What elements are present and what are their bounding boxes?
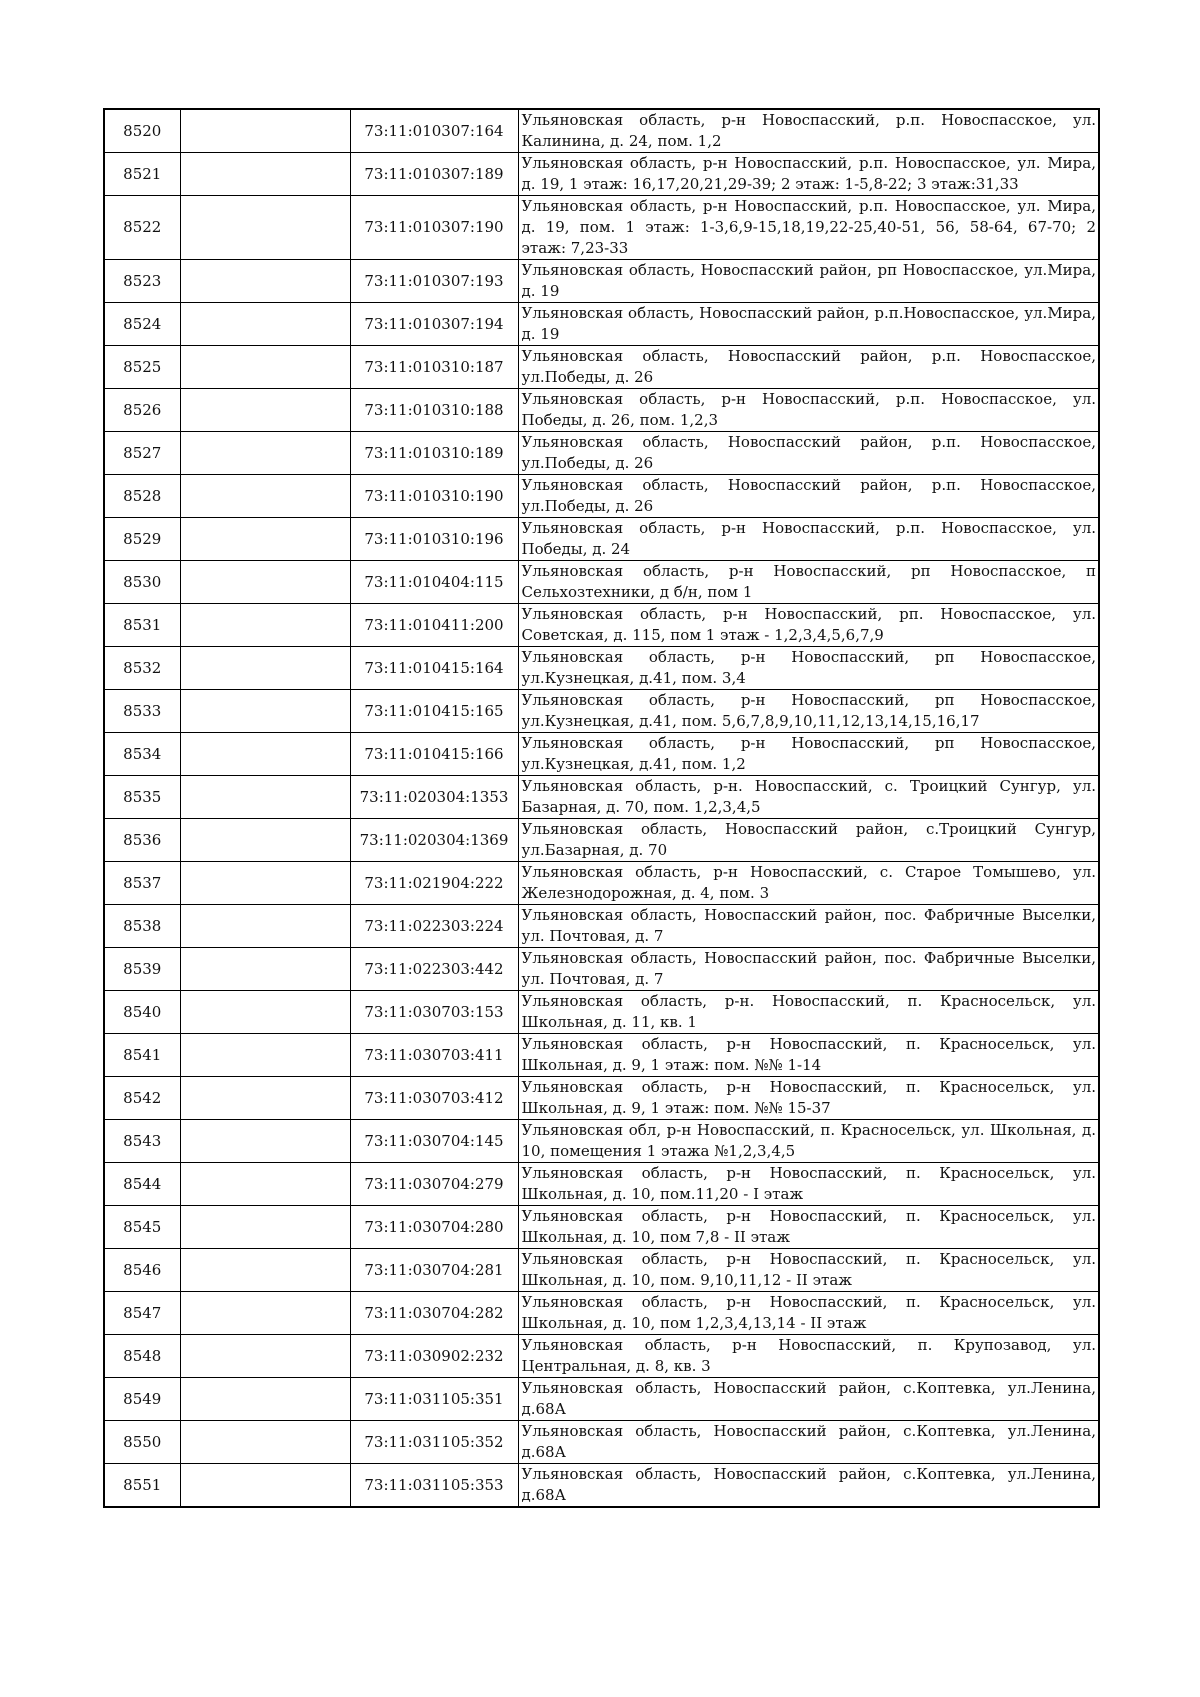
table-row [104, 260, 1099, 303]
address-cell: Ульяновская область, р-н Новоспасский, р.п. Новоспасское, ул. Калинина, д. 24, пом. 1,2 [518, 109, 1099, 153]
table-row [104, 389, 1099, 432]
table-row [104, 561, 1099, 604]
empty-cell [180, 518, 350, 561]
cadastral-number-cell: 73:11:010310:187 [350, 346, 518, 389]
table-row [104, 346, 1099, 389]
empty-cell [180, 346, 350, 389]
table-row [104, 1034, 1099, 1077]
row-number-cell: 8527 [104, 432, 180, 475]
address-cell: Ульяновская область, р-н Новоспасский, рп Новоспасское, п Сельхозтехники, д б/н, пом 1 [518, 561, 1099, 604]
table-row [104, 647, 1099, 690]
cadastral-number-cell: 73:11:030704:145 [350, 1120, 518, 1163]
row-number-cell: 8528 [104, 475, 180, 518]
empty-cell [180, 862, 350, 905]
cadastral-number-cell: 73:11:030703:153 [350, 991, 518, 1034]
row-number-cell: 8537 [104, 862, 180, 905]
cadastral-number-cell: 73:11:030704:282 [350, 1292, 518, 1335]
address-cell: Ульяновская область, Новоспасский район, с.Коптевка, ул.Ленина, д.68А [518, 1464, 1099, 1508]
cadastral-number-cell: 73:11:010415:166 [350, 733, 518, 776]
table-row [104, 1249, 1099, 1292]
table-row [104, 1163, 1099, 1206]
address-cell: Ульяновская область, р-н Новоспасский, с. Старое Томышево, ул. Железнодорожная, д. 4, пом. 3 [518, 862, 1099, 905]
empty-cell [180, 819, 350, 862]
table-row [104, 1421, 1099, 1464]
cadastral-number-cell: 73:11:010307:193 [350, 260, 518, 303]
address-cell: Ульяновская область, Новоспасский район, р.п.Новоспасское, ул.Мира, д. 19 [518, 303, 1099, 346]
empty-cell [180, 1292, 350, 1335]
cadastral-number-cell: 73:11:010415:165 [350, 690, 518, 733]
address-cell: Ульяновская область, Новоспасский район, с.Коптевка, ул.Ленина, д.68А [518, 1378, 1099, 1421]
empty-cell [180, 1249, 350, 1292]
cadastral-number-cell: 73:11:010310:196 [350, 518, 518, 561]
address-cell: Ульяновская область, р-н Новоспасский, рп Новоспасское, ул.Кузнецкая, д.41, пом. 1,2 [518, 733, 1099, 776]
address-cell: Ульяновская область, р-н Новоспасский, р.п. Новоспасское, ул. Мира, д. 19, 1 этаж: 16,17,20,21,29-39; 2 этаж: 1-5,8-22; 3 этаж:31,33 [518, 153, 1099, 196]
table-row [104, 1378, 1099, 1421]
address-cell: Ульяновская область, р-н Новоспасский, рп Новоспасское, ул.Кузнецкая, д.41, пом. 5,6,7,8,9,10,11,12,13,14,15,16,17 [518, 690, 1099, 733]
cadastral-number-cell: 73:11:010307:164 [350, 109, 518, 153]
row-number-cell: 8544 [104, 1163, 180, 1206]
row-number-cell: 8551 [104, 1464, 180, 1508]
row-number-cell: 8533 [104, 690, 180, 733]
address-cell: Ульяновская обл, р-н Новоспасский, п. Красносельск, ул. Школьная, д. 10, помещения 1 этажа №1,2,3,4,5 [518, 1120, 1099, 1163]
row-number-cell: 8540 [104, 991, 180, 1034]
address-cell: Ульяновская область, Новоспасский район, рп Новоспасское, ул.Мира, д. 19 [518, 260, 1099, 303]
table-row [104, 991, 1099, 1034]
table-row [104, 109, 1099, 153]
address-cell: Ульяновская область, Новоспасский район, с.Коптевка, ул.Ленина, д.68А [518, 1421, 1099, 1464]
address-cell: Ульяновская область, р-н Новоспасский, п. Красносельск, ул. Школьная, д. 9, 1 этаж: пом. №№ 15-37 [518, 1077, 1099, 1120]
address-cell: Ульяновская область, Новоспасский район, с.Троицкий Сунгур, ул.Базарная, д. 70 [518, 819, 1099, 862]
empty-cell [180, 690, 350, 733]
row-number-cell: 8524 [104, 303, 180, 346]
cadastral-number-cell: 73:11:030703:411 [350, 1034, 518, 1077]
cadastral-number-cell: 73:11:021904:222 [350, 862, 518, 905]
cadastral-number-cell: 73:11:010411:200 [350, 604, 518, 647]
row-number-cell: 8521 [104, 153, 180, 196]
address-cell: Ульяновская область, р-н. Новоспасский, с. Троицкий Сунгур, ул. Базарная, д. 70, пом. 1,2,3,4,5 [518, 776, 1099, 819]
address-cell: Ульяновская область, Новоспасский район, р.п. Новоспасское, ул.Победы, д. 26 [518, 475, 1099, 518]
address-cell: Ульяновская область, р-н Новоспасский, р.п. Новоспасское, ул. Победы, д. 24 [518, 518, 1099, 561]
cadastral-number-cell: 73:11:010307:194 [350, 303, 518, 346]
cadastral-number-cell: 73:11:010415:164 [350, 647, 518, 690]
cadastral-number-cell: 73:11:010310:188 [350, 389, 518, 432]
cadastral-number-cell: 73:11:010404:115 [350, 561, 518, 604]
table-row [104, 862, 1099, 905]
empty-cell [180, 991, 350, 1034]
cadastral-number-cell: 73:11:020304:1369 [350, 819, 518, 862]
empty-cell [180, 905, 350, 948]
table-row [104, 733, 1099, 776]
row-number-cell: 8549 [104, 1378, 180, 1421]
table-row [104, 1077, 1099, 1120]
table-row [104, 776, 1099, 819]
row-number-cell: 8526 [104, 389, 180, 432]
cadastral-number-cell: 73:11:030704:279 [350, 1163, 518, 1206]
row-number-cell: 8550 [104, 1421, 180, 1464]
table-row [104, 432, 1099, 475]
empty-cell [180, 260, 350, 303]
cadastral-number-cell: 73:11:020304:1353 [350, 776, 518, 819]
row-number-cell: 8546 [104, 1249, 180, 1292]
row-number-cell: 8536 [104, 819, 180, 862]
empty-cell [180, 647, 350, 690]
table-row [104, 1464, 1099, 1508]
cadastral-number-cell: 73:11:031105:352 [350, 1421, 518, 1464]
address-cell: Ульяновская область, р-н Новоспасский, п. Крупозавод, ул. Центральная, д. 8, кв. 3 [518, 1335, 1099, 1378]
table-body [104, 109, 1099, 1507]
row-number-cell: 8542 [104, 1077, 180, 1120]
empty-cell [180, 1421, 350, 1464]
row-number-cell: 8523 [104, 260, 180, 303]
table-row [104, 604, 1099, 647]
row-number-cell: 8531 [104, 604, 180, 647]
row-number-cell: 8548 [104, 1335, 180, 1378]
row-number-cell: 8520 [104, 109, 180, 153]
address-cell: Ульяновская область, р-н. Новоспасский, п. Красносельск, ул. Школьная, д. 11, кв. 1 [518, 991, 1099, 1034]
empty-cell [180, 1077, 350, 1120]
address-cell: Ульяновская область, р-н Новоспасский, р.п. Новоспасское, ул. Мира, д. 19, пом. 1 этаж: 1-3,6,9-15,18,19,22-25,40-51, 56, 58-64, 67-70; 2 этаж: 7,23-33 [518, 196, 1099, 260]
table-row [104, 303, 1099, 346]
table-row [104, 1206, 1099, 1249]
table-row [104, 1120, 1099, 1163]
table-row [104, 905, 1099, 948]
row-number-cell: 8525 [104, 346, 180, 389]
address-cell: Ульяновская область, р-н Новоспасский, рп. Новоспасское, ул. Советская, д. 115, пом 1 этаж - 1,2,3,4,5,6,7,9 [518, 604, 1099, 647]
empty-cell [180, 948, 350, 991]
table-row [104, 475, 1099, 518]
row-number-cell: 8539 [104, 948, 180, 991]
table-row [104, 1335, 1099, 1378]
table-row [104, 196, 1099, 260]
empty-cell [180, 153, 350, 196]
empty-cell [180, 303, 350, 346]
cadastral-number-cell: 73:11:030902:232 [350, 1335, 518, 1378]
document-page [103, 108, 1098, 1508]
table-row [104, 690, 1099, 733]
empty-cell [180, 1206, 350, 1249]
address-cell: Ульяновская область, р-н Новоспасский, п. Красносельск, ул. Школьная, д. 10, пом.11,20 - I этаж [518, 1163, 1099, 1206]
empty-cell [180, 1163, 350, 1206]
row-number-cell: 8530 [104, 561, 180, 604]
table-row [104, 819, 1099, 862]
empty-cell [180, 1378, 350, 1421]
row-number-cell: 8534 [104, 733, 180, 776]
cadastral-number-cell: 73:11:031105:353 [350, 1464, 518, 1508]
cadastral-number-cell: 73:11:010310:190 [350, 475, 518, 518]
row-number-cell: 8538 [104, 905, 180, 948]
empty-cell [180, 196, 350, 260]
row-number-cell: 8522 [104, 196, 180, 260]
row-number-cell: 8529 [104, 518, 180, 561]
cadastral-number-cell: 73:11:010307:190 [350, 196, 518, 260]
table-row [104, 518, 1099, 561]
row-number-cell: 8547 [104, 1292, 180, 1335]
empty-cell [180, 109, 350, 153]
empty-cell [180, 1034, 350, 1077]
cadastral-number-cell: 73:11:030704:281 [350, 1249, 518, 1292]
address-cell: Ульяновская область, р-н Новоспасский, р.п. Новоспасское, ул. Победы, д. 26, пом. 1,2,3 [518, 389, 1099, 432]
empty-cell [180, 733, 350, 776]
row-number-cell: 8545 [104, 1206, 180, 1249]
address-cell: Ульяновская область, р-н Новоспасский, п. Красносельск, ул. Школьная, д. 10, пом 7,8 - II этаж [518, 1206, 1099, 1249]
empty-cell [180, 561, 350, 604]
table-row [104, 153, 1099, 196]
cadastral-number-cell: 73:11:010307:189 [350, 153, 518, 196]
cadastral-number-cell: 73:11:010310:189 [350, 432, 518, 475]
cadastral-table [103, 108, 1100, 1508]
cadastral-number-cell: 73:11:022303:224 [350, 905, 518, 948]
table-row [104, 1292, 1099, 1335]
empty-cell [180, 776, 350, 819]
address-cell: Ульяновская область, р-н Новоспасский, п. Красносельск, ул. Школьная, д. 10, пом. 9,10,11,12 - II этаж [518, 1249, 1099, 1292]
row-number-cell: 8535 [104, 776, 180, 819]
table-row [104, 948, 1099, 991]
address-cell: Ульяновская область, Новоспасский район, р.п. Новоспасское, ул.Победы, д. 26 [518, 346, 1099, 389]
empty-cell [180, 432, 350, 475]
address-cell: Ульяновская область, р-н Новоспасский, рп Новоспасское, ул.Кузнецкая, д.41, пом. 3,4 [518, 647, 1099, 690]
cadastral-number-cell: 73:11:030703:412 [350, 1077, 518, 1120]
cadastral-number-cell: 73:11:031105:351 [350, 1378, 518, 1421]
cadastral-number-cell: 73:11:022303:442 [350, 948, 518, 991]
empty-cell [180, 475, 350, 518]
address-cell: Ульяновская область, р-н Новоспасский, п. Красносельск, ул. Школьная, д. 10, пом 1,2,3,4,13,14 - II этаж [518, 1292, 1099, 1335]
row-number-cell: 8543 [104, 1120, 180, 1163]
address-cell: Ульяновская область, р-н Новоспасский, п. Красносельск, ул. Школьная, д. 9, 1 этаж: пом. №№ 1-14 [518, 1034, 1099, 1077]
empty-cell [180, 604, 350, 647]
address-cell: Ульяновская область, Новоспасский район, р.п. Новоспасское, ул.Победы, д. 26 [518, 432, 1099, 475]
empty-cell [180, 1335, 350, 1378]
empty-cell [180, 389, 350, 432]
empty-cell [180, 1120, 350, 1163]
address-cell: Ульяновская область, Новоспасский район, пос. Фабричные Выселки, ул. Почтовая, д. 7 [518, 905, 1099, 948]
row-number-cell: 8532 [104, 647, 180, 690]
empty-cell [180, 1464, 350, 1508]
address-cell: Ульяновская область, Новоспасский район, пос. Фабричные Выселки, ул. Почтовая, д. 7 [518, 948, 1099, 991]
row-number-cell: 8541 [104, 1034, 180, 1077]
cadastral-number-cell: 73:11:030704:280 [350, 1206, 518, 1249]
